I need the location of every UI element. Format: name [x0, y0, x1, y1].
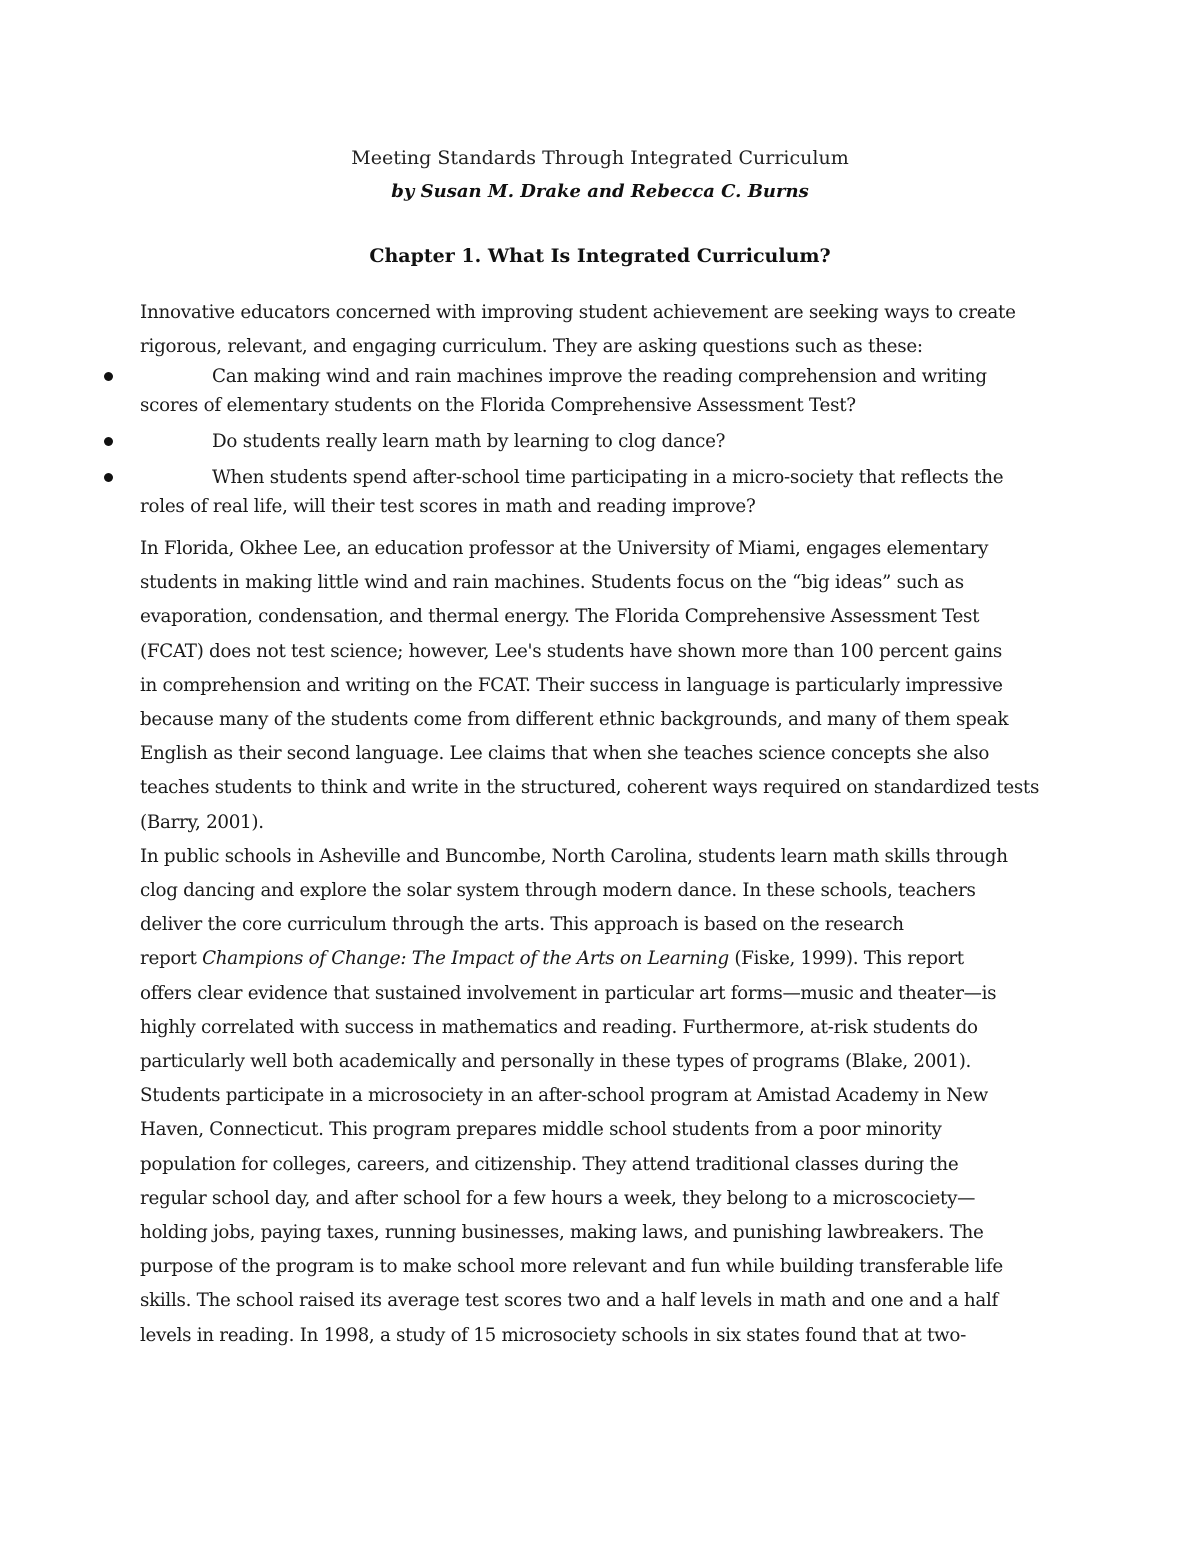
intro-line: Innovative educators concerned with improving student achievement are seeking ways to create	[140, 302, 1016, 323]
list-item	[100, 463, 1090, 521]
intro-line: rigorous, relevant, and engaging curriculum. They are asking questions such as these:	[140, 336, 923, 357]
paragraph-north-carolina	[140, 840, 1075, 1079]
text-line: Haven, Connecticut. This program prepares middle school students from a poor minority	[140, 1119, 942, 1141]
text-line: In public schools in Asheville and Buncombe, North Carolina, students learn math skills through	[140, 845, 1008, 867]
text-line: skills. The school raised its average test scores two and a half levels in math and one and a half	[140, 1290, 998, 1312]
list-item	[100, 362, 1090, 420]
bullet-icon	[104, 372, 113, 381]
text-line: (FCAT) does not test science; however, Lee's students have shown more than 100 percent gains	[140, 640, 1002, 662]
report-title: Champions of Change: The Impact of the Arts on Learning	[202, 948, 729, 970]
bullet-icon	[104, 437, 113, 446]
text-line: highly correlated with success in mathematics and reading. Furthermore, at-risk students do	[140, 1016, 978, 1038]
text-line: deliver the core curriculum through the arts. This approach is based on the research	[140, 914, 904, 936]
text-line: holding jobs, paying taxes, running businesses, making laws, and punishing lawbreakers. The	[140, 1222, 984, 1244]
report-prefix: report	[140, 948, 203, 970]
text-line: levels in reading. In 1998, a study of 15 microsociety schools in six states found that at two-	[140, 1324, 966, 1346]
text-line: offers clear evidence that sustained involvement in particular art forms—music and theater—is	[140, 982, 997, 1004]
text-line	[140, 942, 1075, 976]
bullet-text-line: scores of elementary students on the Florida Comprehensive Assessment Test?	[140, 395, 856, 416]
text-line: purpose of the program is to make school more relevant and fun while building transferable life	[140, 1256, 1003, 1278]
text-line: evaporation, condensation, and thermal energy. The Florida Comprehensive Assessment Test	[140, 606, 980, 628]
bullet-text-line: When students spend after-school time participating in a micro-society that reflects the	[212, 467, 1004, 488]
text-line: clog dancing and explore the solar system through modern dance. In these schools, teachers	[140, 880, 976, 902]
question-list	[100, 362, 1090, 528]
bullet-icon	[104, 473, 113, 482]
text-line: In Florida, Okhee Lee, an education professor at the University of Miami, engages elementary	[140, 538, 989, 559]
text-line: in comprehension and writing on the FCAT. Their success in language is particularly impressive	[140, 674, 1003, 696]
text-line: students in making little wind and rain machines. Students focus on the “big ideas” such as	[140, 572, 964, 594]
list-item	[100, 427, 1090, 456]
document-byline: by Susan M. Drake and Rebecca C. Burns	[391, 181, 809, 202]
document-title: Meeting Standards Through Integrated Curriculum	[351, 147, 849, 169]
bullet-text-line: Do students really learn math by learning to clog dance?	[212, 431, 726, 452]
bullet-text-line: roles of real life, will their test scores in math and reading improve?	[140, 496, 756, 517]
text-line: English as their second language. Lee claims that when she teaches science concepts she also	[140, 743, 990, 765]
text-line: because many of the students come from different ethnic backgrounds, and many of them speak	[140, 709, 1009, 731]
text-line: regular school day, and after school for a few hours a week, they belong to a microscociety—	[140, 1187, 976, 1209]
text-line: population for colleges, careers, and citizenship. They attend traditional classes during the	[140, 1153, 959, 1175]
paragraph-florida	[140, 532, 1075, 840]
text-line: teaches students to think and write in the structured, coherent ways required on standardized tests	[140, 777, 1040, 799]
text-line: particularly well both academically and personally in these types of programs (Blake, 2001).	[140, 1051, 972, 1073]
text-line: Students participate in a microsociety in an after-school program at Amistad Academy in New	[140, 1085, 988, 1107]
bullet-text-line: Can making wind and rain machines improve the reading comprehension and writing	[212, 366, 987, 387]
text-line: (Barry, 2001).	[140, 811, 264, 833]
chapter-heading: Chapter 1. What Is Integrated Curriculum?	[369, 245, 831, 267]
intro-paragraph	[140, 296, 1070, 364]
paragraph-connecticut	[140, 1079, 1075, 1353]
report-suffix: (Fiske, 1999). This report	[728, 948, 964, 970]
body-text	[140, 532, 1075, 1353]
